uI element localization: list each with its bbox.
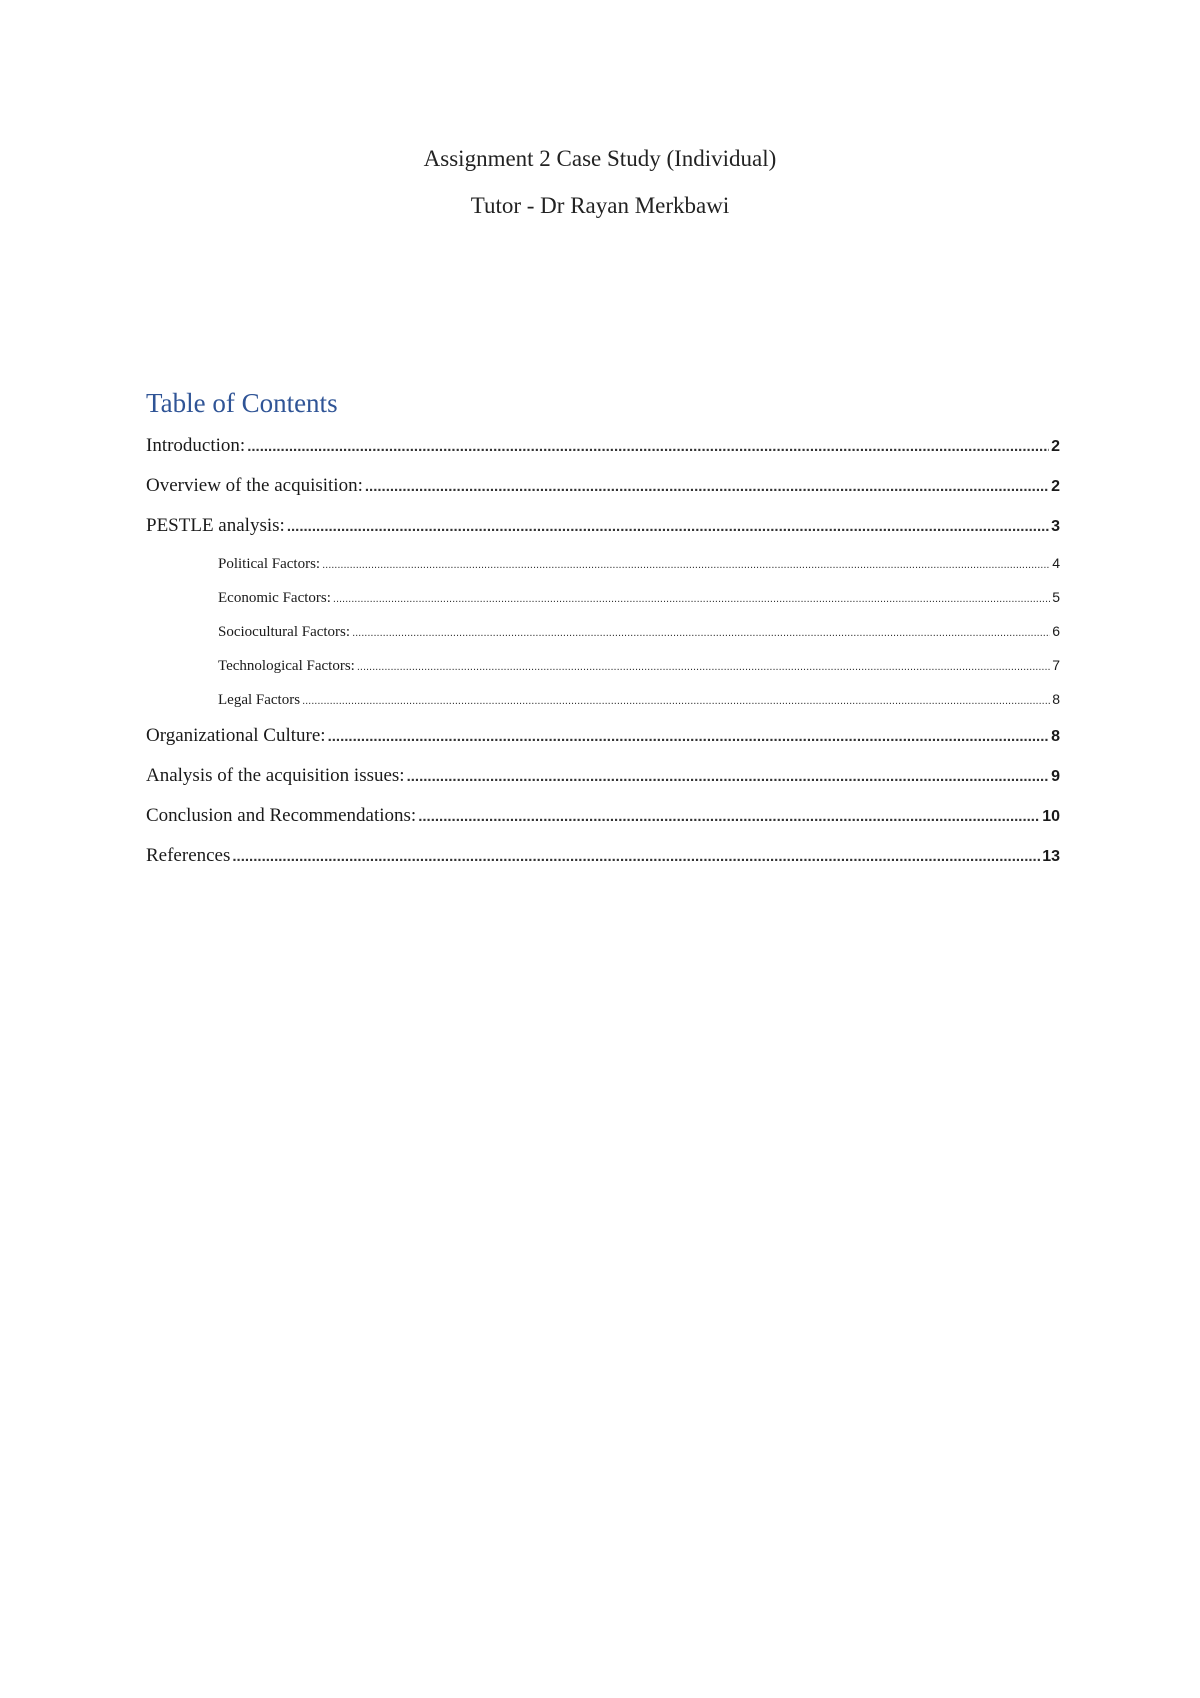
toc-dot-leader [302,684,1050,718]
toc-dot-leader [352,616,1050,650]
toc-entry[interactable] [146,426,1060,466]
table-of-contents [146,386,1060,876]
toc-entry-page: 13 [1042,848,1060,865]
document-title: Assignment 2 Case Study (Individual) [423,146,777,171]
toc-entry[interactable] [146,716,1060,756]
toc-dot-leader [407,757,1050,797]
toc-dot-leader [418,797,1040,837]
toc-dot-leader [357,650,1050,684]
toc-dot-leader [328,717,1050,757]
toc-entry[interactable] [146,796,1060,836]
toc-dot-leader [287,507,1049,547]
toc-dot-leader [365,467,1049,507]
toc-entry[interactable] [146,466,1060,506]
document-tutor: Tutor - Dr Rayan Merkbawi [470,193,730,218]
toc-entry-page: 2 [1051,438,1060,455]
toc-entry[interactable] [146,836,1060,876]
toc-subentry[interactable] [146,546,1060,580]
toc-entry-page: 8 [1052,691,1060,707]
toc-entry-page: 2 [1051,478,1060,495]
toc-entry-page: 5 [1052,589,1060,605]
toc-entry-page: 6 [1052,623,1060,639]
toc-entry[interactable] [146,756,1060,796]
toc-entry-page: 10 [1042,808,1060,825]
toc-subentry[interactable] [146,682,1060,716]
toc-subentry[interactable] [146,614,1060,648]
toc-entry-label: Conclusion and Recommendations: [146,805,417,826]
toc-subentry[interactable] [146,580,1060,614]
toc-entry-page: 3 [1051,518,1060,535]
toc-entry-label: Introduction: [146,435,246,456]
toc-entry-label: Economic Factors: [218,590,331,606]
toc-entry-page: 9 [1051,768,1060,785]
toc-entry-page: 8 [1051,728,1060,745]
toc-entry-label: Organizational Culture: [146,725,326,746]
toc-entry-label: References [146,845,231,866]
toc-heading: Table of Contents [146,388,338,418]
toc-entry-page: 7 [1052,657,1060,673]
toc-dot-leader [333,582,1050,616]
toc-entry[interactable] [146,506,1060,546]
toc-entry-label: PESTLE analysis: [146,515,285,536]
toc-entry-label: Legal Factors [218,692,301,708]
toc-entry-label: Analysis of the acquisition issues: [146,765,405,786]
toc-entry-label: Sociocultural Factors: [218,624,351,640]
toc-entry-page: 4 [1052,555,1060,571]
toc-subentry[interactable] [146,648,1060,682]
toc-dot-leader [232,837,1040,877]
toc-entry-label: Overview of the acquisition: [146,475,363,496]
toc-dot-leader [322,548,1050,582]
toc-dot-leader [247,427,1049,467]
toc-entry-label: Technological Factors: [218,658,355,674]
toc-entry-label: Political Factors: [218,556,321,572]
